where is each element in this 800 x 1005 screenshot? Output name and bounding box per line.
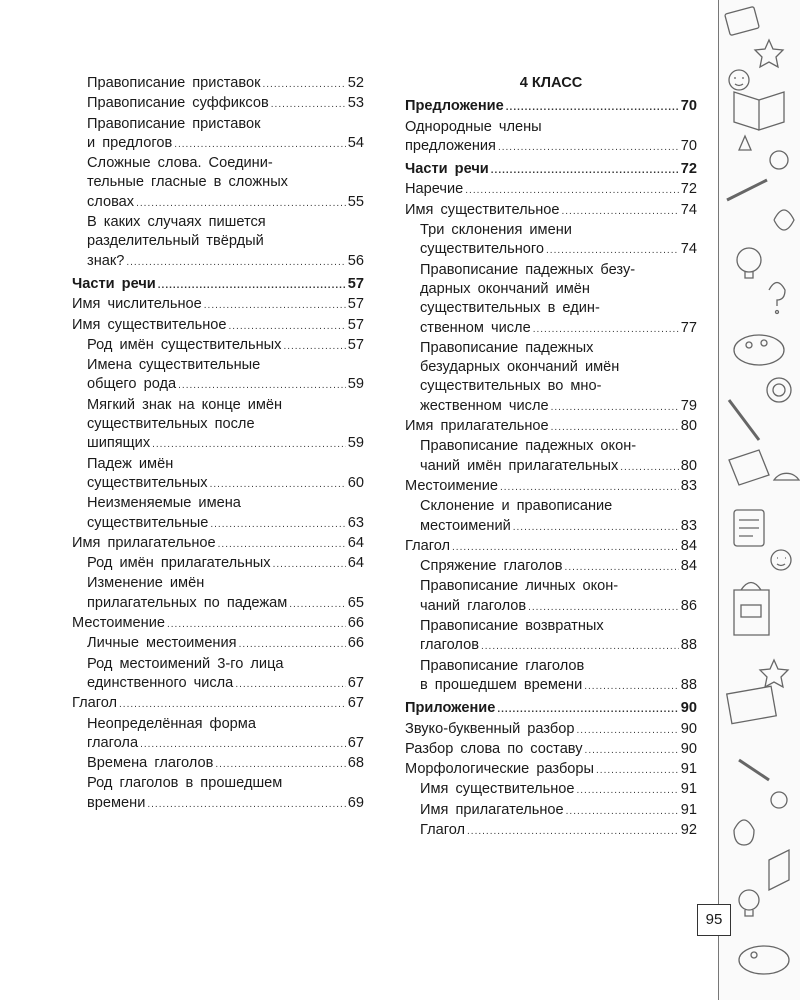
dot-leader <box>158 276 346 295</box>
toc-entry-text: Предложение <box>405 98 504 115</box>
toc-entry-last-line <box>405 137 697 157</box>
toc-entry-text: существительных <box>87 474 208 491</box>
toc-entry-text: словах <box>87 193 135 210</box>
toc-page-number: 77 <box>680 319 697 336</box>
toc-entry-last-line <box>405 537 697 557</box>
toc-page-number: 64 <box>347 555 364 572</box>
dot-leader <box>465 181 678 200</box>
toc-entry-last-line <box>72 614 364 634</box>
dot-leader <box>174 135 346 154</box>
toc-entry-text: разделительный твёрдый <box>87 233 264 250</box>
toc-entry <box>405 617 697 657</box>
toc-entry <box>72 213 364 272</box>
toc-entry <box>405 557 697 577</box>
toc-section-heading <box>405 97 697 117</box>
toc-entry-text: Имя существительное <box>405 201 560 218</box>
toc-entry <box>405 740 697 760</box>
toc-entry <box>405 339 697 417</box>
toc-entry-text: Спряжение глаголов <box>420 558 563 575</box>
dot-leader <box>513 518 679 537</box>
toc-entry-text: Правописание падежных окон- <box>420 438 637 455</box>
toc-page-number: 69 <box>347 794 364 811</box>
toc-entry-last-line <box>72 534 364 554</box>
toc-entry-last-line <box>405 97 697 117</box>
toc-page-number: 70 <box>680 137 697 154</box>
toc-entry-text: Правописание личных окон- <box>420 578 619 595</box>
toc-entry-text: Склонение и правописание <box>420 498 613 515</box>
toc-entry-last-line <box>420 457 697 477</box>
dot-leader <box>551 418 679 437</box>
dot-leader <box>585 741 679 760</box>
toc-entry-last-line <box>87 634 364 654</box>
toc-page-number: 57 <box>347 336 364 353</box>
toc-page-number: 67 <box>347 695 364 712</box>
toc-entry-text: шипящих <box>87 435 151 452</box>
toc-entry-text: Местоимение <box>72 615 165 632</box>
toc-page-number: 90 <box>680 700 697 717</box>
toc-page-number: 74 <box>680 241 697 258</box>
toc-entry-text: тельные гласные в сложных <box>87 174 288 191</box>
toc-entry-text: чаний имён прилагательных <box>420 457 619 474</box>
toc-entry <box>72 655 364 695</box>
toc-entry-text: Род местоимений 3-го лица <box>87 655 284 672</box>
toc-entry <box>72 774 364 814</box>
toc-entry-text: существительных в един- <box>420 300 600 317</box>
toc-entry-text: Времена глаголов <box>87 755 214 772</box>
toc-entry <box>72 455 364 495</box>
toc-entry-text: единственного числа <box>87 674 234 691</box>
toc-entry-text: Мягкий знак на конце имён <box>87 396 283 413</box>
toc-entry-text: общего рода <box>87 376 177 393</box>
toc-section-heading <box>405 160 697 180</box>
toc-entry-last-line <box>87 734 364 754</box>
toc-left-column <box>72 74 364 814</box>
toc-entry-text: Сложные слова. Соедини- <box>87 155 273 172</box>
toc-page-number: 91 <box>680 781 697 798</box>
dot-leader <box>215 755 345 774</box>
toc-page-number: 83 <box>680 477 697 494</box>
toc-entry-text: предложения <box>405 137 496 154</box>
toc-page-number: 66 <box>347 615 364 632</box>
dot-leader <box>126 253 345 272</box>
toc-entry <box>72 494 364 534</box>
toc-entry-last-line <box>72 275 364 295</box>
toc-page-number: 72 <box>680 161 697 178</box>
section-title-grade-4: 4 КЛАСС <box>519 75 583 91</box>
toc-entry-text: знак? <box>87 252 125 269</box>
toc-entry-text: Глагол <box>72 695 118 712</box>
toc-entry-last-line <box>420 597 697 617</box>
toc-entry-text: Личные местоимения <box>87 635 237 652</box>
toc-entry-text: Имя числительное <box>72 296 202 313</box>
toc-entry-text: Правописание падежных <box>420 339 594 356</box>
toc-entry-last-line <box>405 180 697 200</box>
toc-entry-text: глаголов <box>420 637 479 654</box>
dot-leader <box>533 320 679 339</box>
toc-entry-last-line <box>420 319 697 339</box>
toc-entry-last-line <box>405 740 697 760</box>
toc-page-number: 66 <box>347 635 364 652</box>
toc-page-number: 54 <box>347 134 364 151</box>
toc-page-number: 88 <box>680 637 697 654</box>
toc-page-number: 80 <box>680 418 697 435</box>
toc-entry <box>405 720 697 740</box>
toc-page-number: 64 <box>347 534 364 551</box>
dot-leader <box>551 398 679 417</box>
toc-entry <box>72 336 364 356</box>
toc-entry <box>72 115 364 155</box>
toc-entry-last-line <box>420 397 697 417</box>
toc-entry-last-line <box>72 316 364 336</box>
toc-page-number: 83 <box>680 517 697 534</box>
dot-leader <box>273 555 346 574</box>
toc-entry-text: существительных во мно- <box>420 378 602 395</box>
toc-entry-text: существительные <box>87 514 209 531</box>
toc-page-number: 90 <box>680 720 697 737</box>
toc-entry-text: Род имён существительных <box>87 336 282 353</box>
toc-entry-text: Местоимение <box>405 477 498 494</box>
toc-page-number: 57 <box>347 316 364 333</box>
dot-leader <box>566 802 679 821</box>
toc-entry-last-line <box>87 754 364 774</box>
dot-leader <box>491 161 679 180</box>
toc-page-number: 68 <box>347 755 364 772</box>
toc-entry <box>405 221 697 261</box>
toc-page-number: 65 <box>347 594 364 611</box>
toc-entry-last-line <box>87 94 364 114</box>
toc-entry-last-line <box>420 240 697 260</box>
toc-entry-text: Правописание приставок <box>87 115 261 132</box>
toc-page-number: 84 <box>680 558 697 575</box>
toc-entry <box>405 760 697 780</box>
toc-entry-text: дарных окончаний имён <box>420 280 590 297</box>
toc-entry-last-line <box>405 720 697 740</box>
toc-entry-text: глагола <box>87 734 139 751</box>
toc-entry <box>405 118 697 158</box>
dot-leader <box>577 721 679 740</box>
toc-entry-text: в прошедшем времени <box>420 676 583 693</box>
dot-leader <box>228 317 345 336</box>
toc-entry-text: Однородные члены <box>405 118 542 135</box>
toc-entry <box>405 261 697 339</box>
toc-entry <box>72 614 364 634</box>
toc-entry-last-line <box>420 517 697 537</box>
dot-leader <box>119 695 346 714</box>
toc-entry-text: Неопределённая форма <box>87 715 256 732</box>
toc-entry <box>405 417 697 437</box>
toc-entry-last-line <box>87 74 364 94</box>
toc-entry-text: Правописание глаголов <box>420 657 585 674</box>
toc-page-number: 56 <box>347 252 364 269</box>
toc-entry-text: жественном числе <box>420 397 549 414</box>
toc-entry <box>72 715 364 755</box>
toc-entry-text: Имя прилагательное <box>405 418 549 435</box>
toc-entry-text: прилагательных по падежам <box>87 594 288 611</box>
dot-leader <box>178 376 346 395</box>
toc-page-number: 92 <box>680 821 697 838</box>
dot-leader <box>481 637 679 656</box>
dot-leader <box>576 781 678 800</box>
toc-page-number: 84 <box>680 537 697 554</box>
toc-page-number: 80 <box>680 457 697 474</box>
toc-entry <box>405 437 697 477</box>
toc-entry-last-line <box>87 794 364 814</box>
toc-page-number: 59 <box>347 376 364 393</box>
toc-right-column <box>405 74 697 841</box>
page-number: 95 <box>697 904 731 936</box>
toc-entry-text: Правописание возвратных <box>420 618 604 635</box>
toc-entry <box>405 201 697 221</box>
toc-entry-text: существительных после <box>87 416 255 433</box>
toc-page-number: 91 <box>680 761 697 778</box>
dot-leader <box>561 202 678 221</box>
toc-section-heading <box>72 275 364 295</box>
dot-leader <box>262 75 345 94</box>
toc-entry-last-line <box>87 252 364 272</box>
toc-entry-last-line <box>420 557 697 577</box>
toc-entry-text: Неизменяемые имена <box>87 495 241 512</box>
dot-leader <box>140 735 346 754</box>
toc-entry-text: Морфологические разборы <box>405 761 595 778</box>
toc-entry <box>72 74 364 94</box>
dot-leader <box>596 761 679 780</box>
toc-entry-last-line <box>405 760 697 780</box>
dot-leader <box>546 241 679 260</box>
toc-entry-last-line <box>87 434 364 454</box>
toc-page-number: 57 <box>347 296 364 313</box>
toc-entry-text: Три склонения имени <box>420 222 572 239</box>
toc-entry-last-line <box>87 514 364 534</box>
decorative-doodle-strip <box>718 0 800 1000</box>
toc-entry-text: Наречие <box>405 181 464 198</box>
toc-entry-last-line <box>87 594 364 614</box>
dot-leader <box>498 138 679 157</box>
toc-entry <box>405 780 697 800</box>
toc-page-number: 70 <box>680 98 697 115</box>
toc-entry-text: Имя прилагательное <box>420 801 564 818</box>
dot-leader <box>204 296 346 315</box>
toc-page-number: 72 <box>680 181 697 198</box>
dot-leader <box>506 98 679 117</box>
toc-entry <box>72 574 364 614</box>
toc-entry-last-line <box>420 821 697 841</box>
toc-entry-last-line <box>405 160 697 180</box>
toc-entry-text: Имя существительное <box>420 781 575 798</box>
toc-entry-last-line <box>87 674 364 694</box>
toc-entry-last-line <box>87 193 364 213</box>
toc-page-number: 57 <box>347 275 364 292</box>
toc-entry-text: Род имён прилагательных <box>87 555 271 572</box>
toc-entry-last-line <box>405 699 697 719</box>
toc-page-number: 74 <box>680 201 697 218</box>
toc-entry-text: Глагол <box>405 537 451 554</box>
toc-page-number: 67 <box>347 734 364 751</box>
toc-entry <box>72 356 364 396</box>
dot-leader <box>283 337 345 356</box>
toc-entry-text: Приложение <box>405 700 496 717</box>
dot-leader <box>467 822 679 841</box>
toc-page-number: 86 <box>680 597 697 614</box>
toc-entry <box>72 694 364 714</box>
toc-entry <box>405 801 697 821</box>
toc-entry-last-line <box>87 375 364 395</box>
toc-entry-text: Части речи <box>72 275 156 292</box>
dot-leader <box>210 475 346 494</box>
toc-section-heading <box>405 699 697 719</box>
dot-leader <box>210 515 345 534</box>
toc-entry-last-line <box>405 417 697 437</box>
toc-entry-text: Правописание приставок <box>87 75 261 91</box>
toc-entry <box>405 180 697 200</box>
toc-entry-text: существительного <box>420 241 545 258</box>
toc-entry <box>72 554 364 574</box>
dot-leader <box>497 700 678 719</box>
toc-entry-last-line <box>405 201 697 221</box>
toc-entry <box>72 754 364 774</box>
toc-entry-text: Род глаголов в прошедшем <box>87 775 283 792</box>
dot-leader <box>452 538 679 557</box>
toc-page-number: 79 <box>680 397 697 414</box>
toc-entry-text: чаний глаголов <box>420 597 527 614</box>
toc-entry-last-line <box>420 780 697 800</box>
toc-entry-text: Правописание суффиксов <box>87 95 269 112</box>
toc-entry <box>72 634 364 654</box>
toc-entry-text: Разбор слова по составу <box>405 740 583 757</box>
toc-entry <box>405 577 697 617</box>
dot-leader <box>218 535 346 554</box>
toc-entry-last-line <box>87 474 364 494</box>
toc-entry-last-line <box>420 676 697 696</box>
toc-entry-last-line <box>420 636 697 656</box>
toc-entry <box>72 295 364 315</box>
toc-entry <box>405 477 697 497</box>
toc-entry-text: Имя существительное <box>72 316 227 333</box>
dot-leader <box>271 95 346 114</box>
toc-entry-last-line <box>420 801 697 821</box>
toc-entry-text: Части речи <box>405 161 489 178</box>
dot-leader <box>565 558 679 577</box>
toc-page-number: 52 <box>347 75 364 91</box>
toc-entry-last-line <box>87 134 364 154</box>
dot-leader <box>136 194 346 213</box>
dot-leader <box>289 595 346 614</box>
toc-page-number: 63 <box>347 514 364 531</box>
toc-entry <box>72 154 364 213</box>
toc-entry <box>405 537 697 557</box>
toc-page-number: 90 <box>680 740 697 757</box>
toc-page-number: 88 <box>680 676 697 693</box>
toc-entry <box>405 497 697 537</box>
toc-entry-text: Звуко-буквенный разбор <box>405 720 575 737</box>
toc-entry <box>405 657 697 697</box>
toc-entry-last-line <box>87 554 364 574</box>
toc-page-number: 60 <box>347 474 364 491</box>
toc-entry-last-line <box>72 694 364 714</box>
toc-entry <box>72 94 364 114</box>
toc-page-number: 59 <box>347 435 364 452</box>
toc-entry-text: Изменение имён <box>87 575 205 592</box>
toc-entry-text: времени <box>87 794 146 811</box>
toc-page-number: 91 <box>680 801 697 818</box>
dot-leader <box>167 615 346 634</box>
toc-page-number: 67 <box>347 674 364 691</box>
dot-leader <box>239 635 346 654</box>
dot-leader <box>235 675 345 694</box>
toc-entry-last-line <box>87 336 364 356</box>
toc-entry-last-line <box>405 477 697 497</box>
toc-entry-text: ственном числе <box>420 319 531 336</box>
toc-entry <box>72 316 364 336</box>
toc-entry-text: Имена существительные <box>87 357 261 374</box>
dot-leader <box>584 677 679 696</box>
toc-entry <box>72 534 364 554</box>
school-doodles-icon <box>719 0 800 1000</box>
toc-page-number: 53 <box>347 95 364 112</box>
toc-entry-text: Правописание падежных безу- <box>420 261 636 278</box>
dot-leader <box>528 598 679 617</box>
toc-entry <box>405 821 697 841</box>
toc-entry-text: и предлогов <box>87 134 173 151</box>
toc-page-number: 55 <box>347 193 364 210</box>
dot-leader <box>620 458 678 477</box>
toc-entry-text: местоимений <box>420 517 511 534</box>
toc-entry-text: Имя прилагательное <box>72 534 216 551</box>
toc-entry <box>72 396 364 455</box>
toc-entry-text: В каких случаях пишется <box>87 214 266 231</box>
dot-leader <box>147 795 345 814</box>
toc-entry-text: Глагол <box>420 821 466 838</box>
toc-entry-text: безударных окончаний имён <box>420 359 620 376</box>
dot-leader <box>500 478 679 497</box>
dot-leader <box>152 435 346 454</box>
toc-entry-last-line <box>72 295 364 315</box>
toc-entry-text: Падеж имён <box>87 455 174 472</box>
